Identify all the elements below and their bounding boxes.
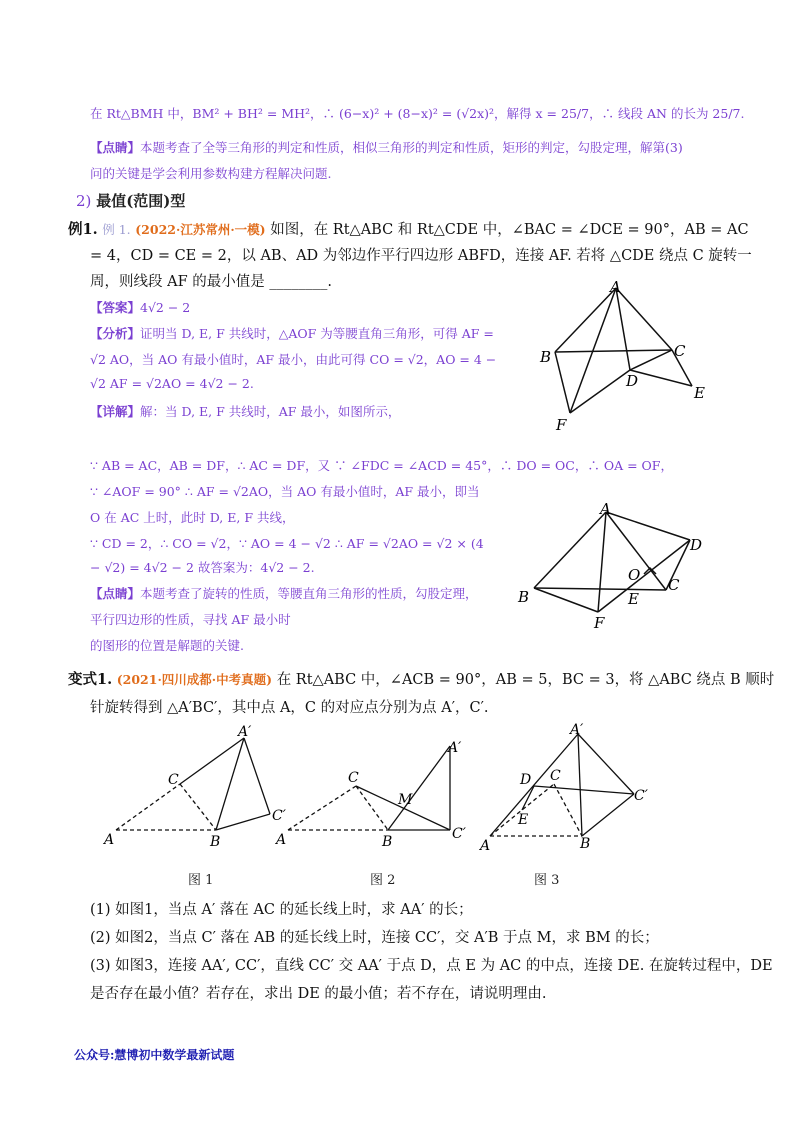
footer-text: 公众号:慧博初中数学最新试题 (74, 1048, 235, 1062)
label2-D: D (690, 536, 703, 554)
section-heading (76, 190, 185, 211)
detail-tag: 【详解】 (90, 404, 141, 419)
note-line-1 (90, 138, 683, 156)
label-A: A (610, 278, 621, 296)
variant-label: 变式1. (68, 671, 113, 688)
example-text-1: 如图，在 Rt△ABC 和 Rt△CDE 中，∠BAC = ∠DCE = 90°，AB = AC (270, 222, 749, 238)
v3-label-D: D (520, 772, 532, 788)
analysis-line-3: √2 AF = √2AO = 4√2 − 2. (90, 376, 254, 391)
variant-line-1 (68, 668, 774, 689)
v1-label-Ap: A′ (238, 724, 252, 740)
v2-label-Ap: A′ (448, 740, 462, 756)
example-line-1 (68, 218, 749, 239)
note2-tag: 【点睛】 (90, 586, 141, 601)
v3-label-C: C (550, 768, 561, 784)
variant-figure-1 (96, 722, 296, 850)
label-B: B (540, 348, 552, 366)
answer-line (90, 298, 190, 316)
variant-source: (2021·四川成都·中考真题) (116, 672, 273, 687)
detail-line-0 (90, 402, 400, 420)
example-line-3: 周，则线段 AF 的最小值是 ________. (90, 274, 332, 290)
v1-label-Cp: C′ (272, 808, 286, 824)
v3-label-Cp: C′ (634, 788, 648, 804)
answer-value: 4√2 − 2 (140, 300, 191, 315)
example-figure-1 (530, 278, 720, 436)
label2-A: A (600, 500, 611, 518)
label-E: E (694, 384, 705, 402)
v3-label-B: B (580, 836, 591, 852)
v3-label-A: A (480, 838, 491, 852)
figure-3-caption: 图 3 (534, 873, 560, 888)
figure-2-caption: 图 2 (370, 873, 396, 888)
note-line-2: 问的关键是学会利用参数构建方程解决问题. (90, 166, 332, 181)
note2-text-1: 本题考查了旋转的性质，等腰直角三角形的性质，勾股定理， (140, 586, 478, 601)
detail-text-0: 解：当 D, E, F 共线时，AF 最小，如图所示， (140, 404, 401, 419)
section-title: 最值(范围)型 (96, 192, 186, 210)
label2-O: O (628, 566, 641, 584)
example-label: 例1. (68, 221, 98, 238)
v1-label-C: C (168, 772, 179, 788)
label2-C: C (668, 576, 680, 594)
note2-line-2: 平行四边形的性质，寻找 AF 最小时 (90, 612, 291, 627)
detail-line-1: ∵ AB = AC，AB = DF，∴ AC = DF，又 ∵ ∠FDC = ∠ACD = 45°，∴ DO = OC，∴ OA = OF， (90, 458, 673, 473)
section-number: 2) (76, 192, 92, 210)
label-D: D (626, 372, 639, 390)
v3-label-Ap: A′ (570, 722, 584, 738)
analysis-text-1: 证明当 D, E, F 共线时，△AOF 为等腰直角三角形，可得 AF = (140, 326, 494, 341)
answer-tag: 【答案】 (90, 300, 141, 315)
label-C: C (674, 342, 686, 360)
note2-line-1 (90, 584, 478, 602)
v2-label-Cp: C′ (452, 826, 466, 842)
example-figure-2 (510, 500, 720, 632)
analysis-line-2: √2 AO，当 AO 有最小值时，AF 最小，由此可得 CO = √2，AO = 4 − (90, 352, 497, 367)
variant-figure-3 (470, 722, 670, 852)
v2-label-B: B (382, 834, 393, 850)
variant-figure-2 (268, 732, 478, 850)
figure-1-caption: 图 1 (188, 873, 214, 888)
v2-label-M: M (398, 792, 413, 808)
example-line-2: = 4，CD = CE = 2，以 AB、AD 为邻边作平行四边形 ABFD，连接 AF. 若将 △CDE 绕点 C 旋转一 (90, 248, 752, 264)
question-3-line-2: 是否存在最小值？若存在，求出 DE 的最小值；若不存在，请说明理由. (90, 986, 547, 1002)
v1-label-B: B (210, 834, 221, 850)
detail-line-3: O 在 AC 上时，此时 D, E, F 共线， (90, 510, 295, 525)
solution-line: 在 Rt△BMH 中，BM² + BH² = MH²，∴ (6−x)² + (8−x)² = (√2x)²，解得 x = 25/7，∴ 线段 AN 的长为 25/7. (90, 106, 745, 121)
label2-F: F (594, 614, 605, 632)
question-3-line-1: (3) 如图3，连接 AA′, CC′，直线 CC′ 交 AA′ 于点 D，点 E 为 AC 的中点，连接 DE. 在旋转过程中，DE (90, 958, 773, 974)
analysis-line-1 (90, 324, 494, 342)
question-2: (2) 如图2，当点 C′ 落在 AB 的延长线上时，连接 CC′，交 A′B 于点 M，求 BM 的长； (90, 930, 659, 946)
example-ref: 例 1. (102, 222, 131, 237)
detail-line-5: − √2) = 4√2 − 2 故答案为：4√2 − 2. (90, 560, 315, 575)
example-source: (2022·江苏常州·一模) (135, 222, 266, 237)
label2-B: B (518, 588, 530, 606)
detail-line-2: ∵ ∠AOF = 90° ∴ AF = √2AO，当 AO 有最小值时，AF 最小，即当 (90, 484, 480, 499)
note-text-1: 本题考查了全等三角形的判定和性质，相似三角形的判定和性质，矩形的判定，勾股定理，解第(3) (140, 140, 683, 155)
note-tag: 【点睛】 (90, 140, 141, 155)
detail-line-4: ∵ CD = 2，∴ CO = √2，∵ AO = 4 − √2 ∴ AF = √2AO = √2 × (4 (90, 536, 484, 551)
v2-label-A: A (276, 832, 287, 848)
analysis-tag: 【分析】 (90, 326, 141, 341)
label-F: F (556, 416, 567, 434)
v1-label-A: A (104, 832, 115, 848)
label2-E: E (628, 590, 639, 608)
v3-label-E: E (518, 812, 529, 828)
variant-text-1: 在 Rt△ABC 中，∠ACB = 90°，AB = 5，BC = 3，将 △ABC 绕点 B 顺时 (276, 672, 775, 688)
variant-line-2: 针旋转得到 △A′BC′，其中点 A，C 的对应点分别为点 A′，C′. (90, 700, 489, 716)
v2-label-C: C (348, 770, 359, 786)
question-1: (1) 如图1，当点 A′ 落在 AC 的延长线上时，求 AA′ 的长； (90, 902, 473, 918)
note2-line-3: 的图形的位置是解题的关键. (90, 638, 244, 653)
